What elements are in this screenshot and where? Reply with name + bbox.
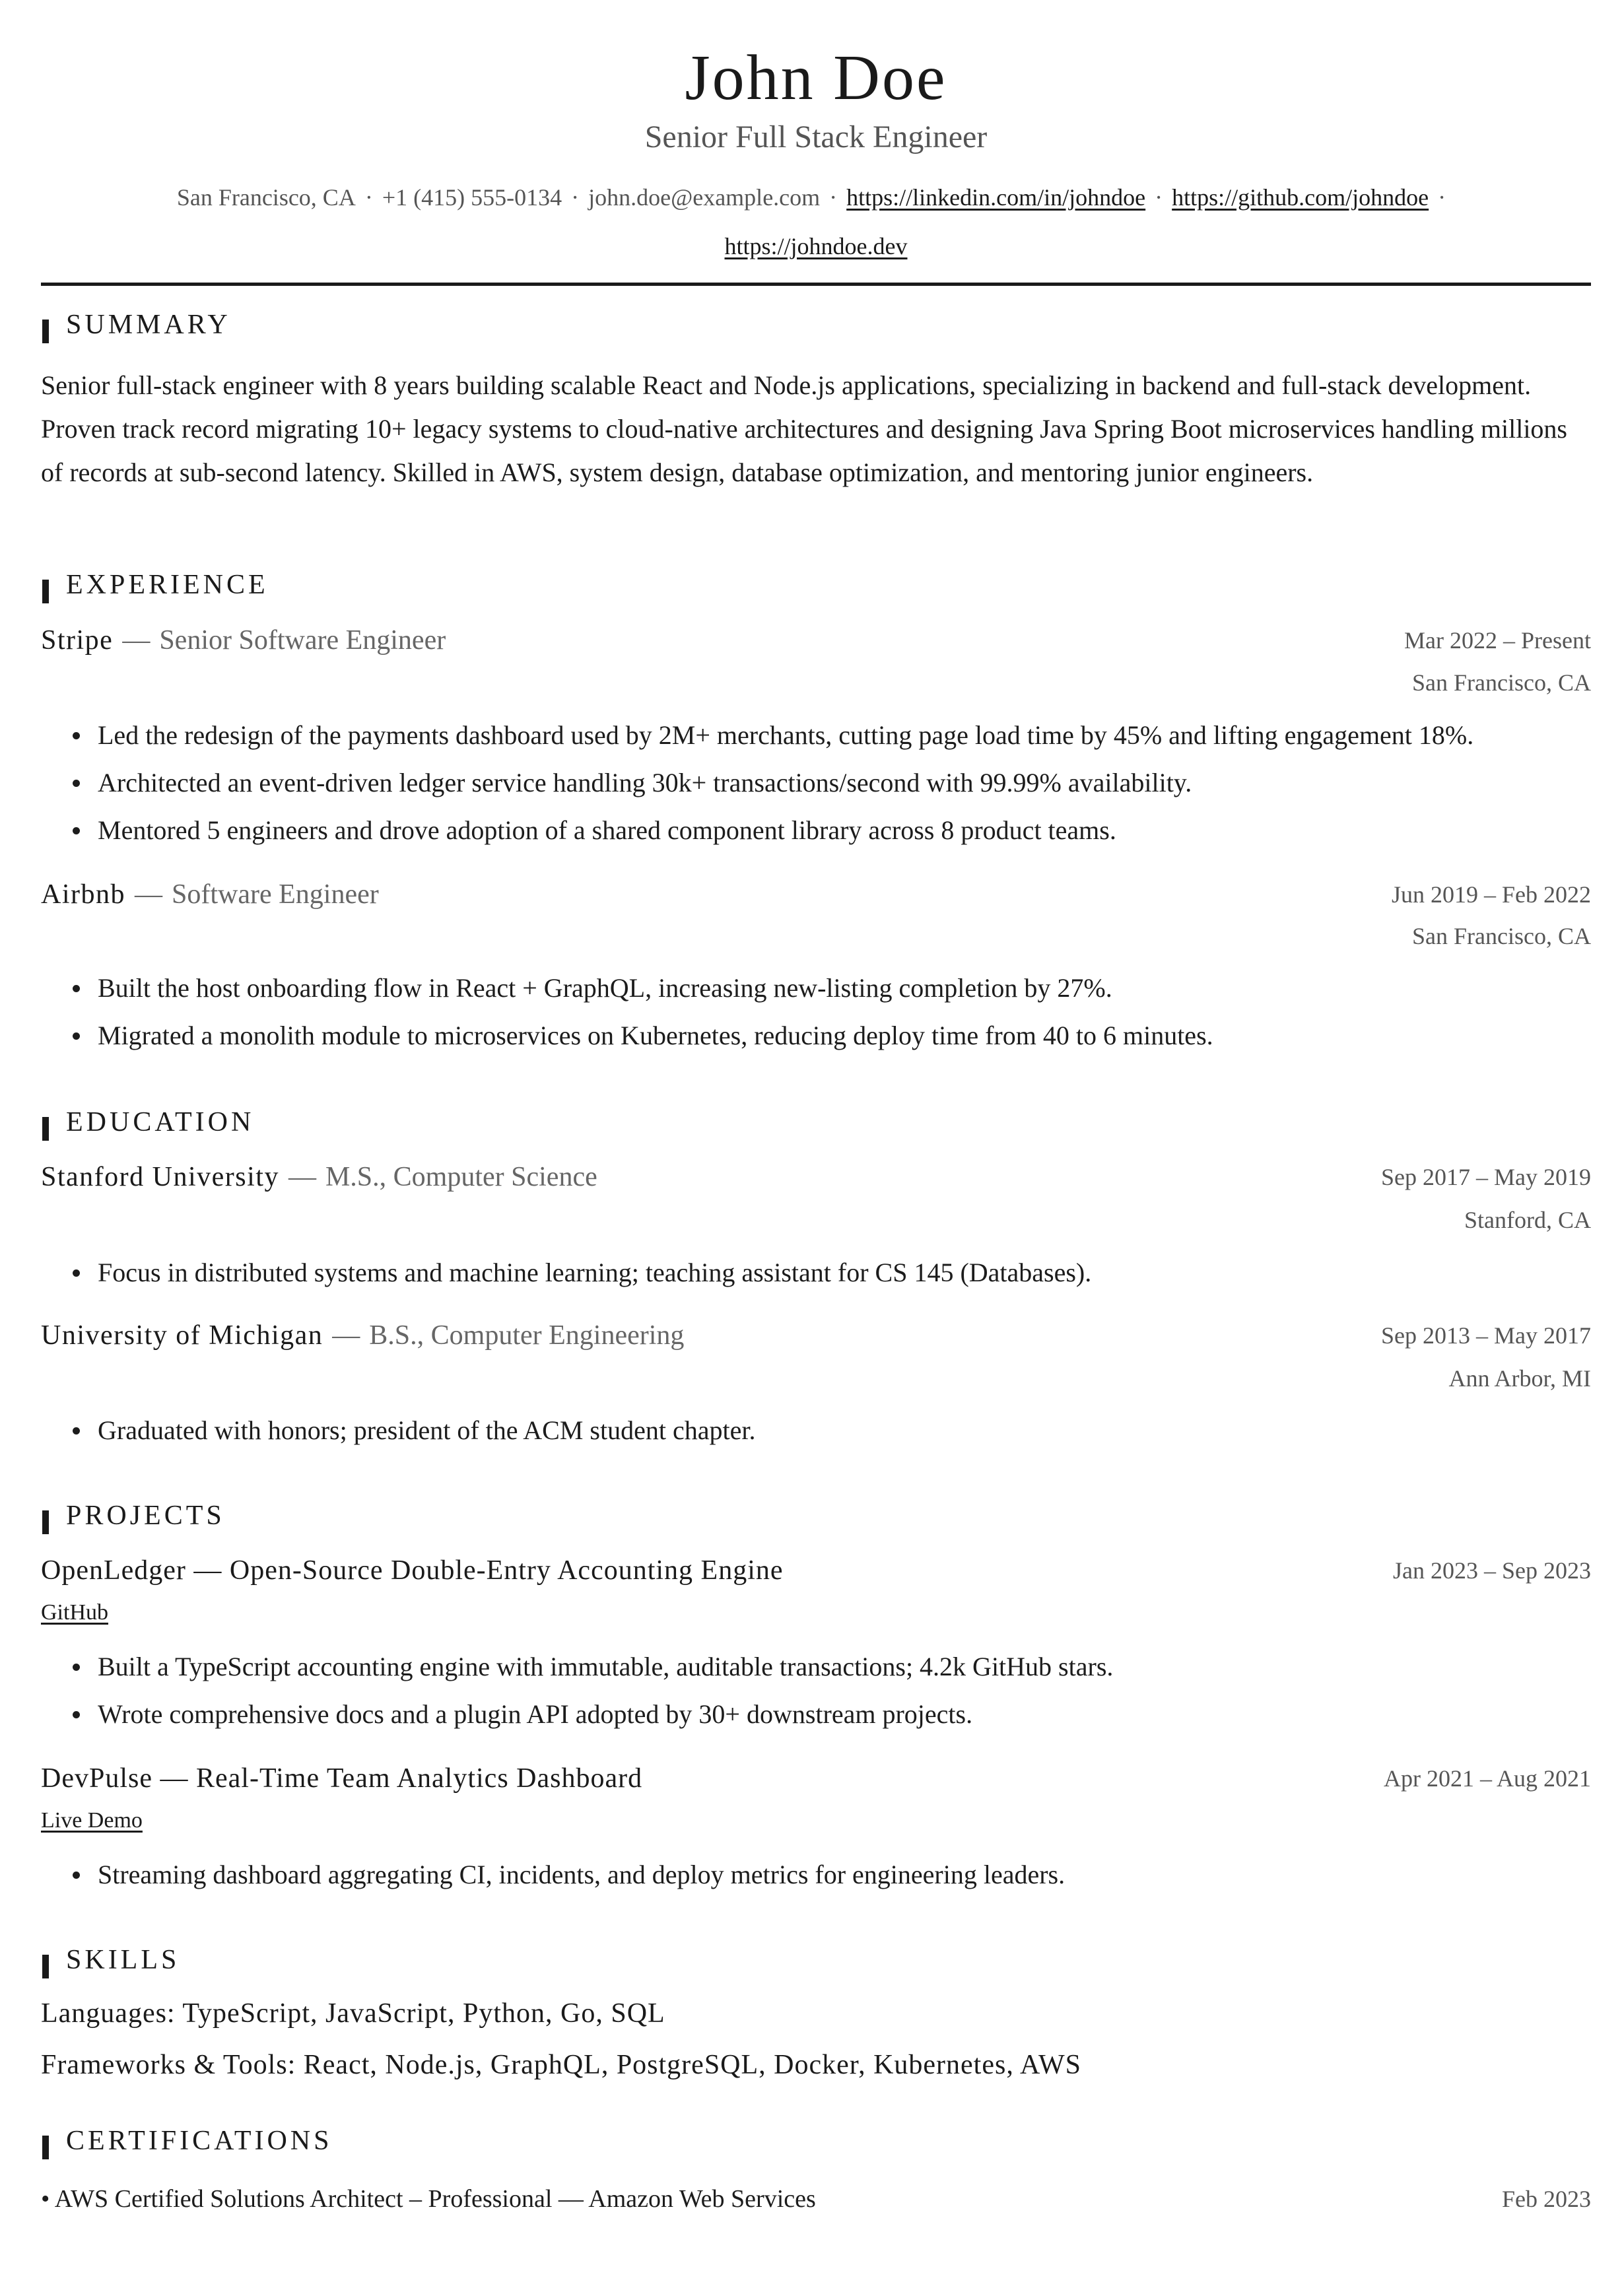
separator: · <box>829 184 838 211</box>
education-dates: Sep 2013 – May 2017 <box>1381 1322 1591 1349</box>
linkedin-link[interactable]: https://linkedin.com/in/johndoe <box>846 184 1146 211</box>
dash: — <box>135 879 162 910</box>
section-skills <box>41 1940 1591 1980</box>
skills-frameworks: Frameworks & Tools: React, Node.js, GraphQL, PostgreSQL, Docker, Kubernetes, AWS <box>41 2050 1081 2080</box>
section-education <box>41 1102 1591 1142</box>
contact-location: San Francisco, CA <box>176 184 356 211</box>
project-title: DevPulse — Real-Time Team Analytics Dashboard <box>41 1763 643 1794</box>
section-marker <box>42 1117 49 1141</box>
section-heading: SUMMARY <box>66 310 231 340</box>
school-name: Stanford University <box>41 1162 279 1192</box>
education-bullets <box>41 1407 1591 1454</box>
header-divider <box>41 283 1591 286</box>
education-entry-header <box>41 1317 1591 1354</box>
education-bullets <box>41 1249 1591 1297</box>
company-name: Stripe <box>41 625 114 656</box>
separator: · <box>364 184 373 211</box>
list-item: Focus in distributed systems and machine learning; teaching assistant for CS 145 (Databases). <box>41 1249 1591 1297</box>
list-item: Architected an event-driven ledger service handling 30k+ transactions/second with 99.99% availability. <box>41 759 1591 807</box>
job-dates: Jun 2019 – Feb 2022 <box>1391 881 1591 908</box>
job-bullets <box>41 964 1591 1060</box>
project-entry-header <box>41 1551 1591 1590</box>
list-item: Built the host onboarding flow in React + GraphQL, increasing new-listing completion by 27%. <box>41 964 1591 1012</box>
project-bullets <box>41 1851 1591 1899</box>
candidate-name: John Doe <box>685 42 947 114</box>
section-experience <box>41 565 1591 605</box>
project-entry-header <box>41 1759 1591 1798</box>
github-link[interactable]: https://github.com/johndoe <box>1172 184 1429 211</box>
section-summary <box>41 305 1591 345</box>
dash: — <box>288 1162 316 1192</box>
section-heading: CERTIFICATIONS <box>66 2126 333 2156</box>
section-heading: EDUCATION <box>66 1107 255 1137</box>
list-item: Built a TypeScript accounting engine with immutable, auditable transactions; 4.2k GitHub stars. <box>41 1643 1591 1691</box>
candidate-title: Senior Full Stack Engineer <box>644 119 988 154</box>
section-certifications <box>41 2121 1591 2161</box>
education-entry-header <box>41 1159 1591 1196</box>
project-title: OpenLedger — Open-Source Double-Entry Accounting Engine <box>41 1555 784 1586</box>
degree: B.S., Computer Engineering <box>369 1320 685 1351</box>
project-link[interactable]: GitHub <box>41 1600 108 1625</box>
section-marker <box>42 580 49 603</box>
contact-email: john.doe@example.com <box>588 184 821 211</box>
education-dates: Sep 2017 – May 2019 <box>1381 1164 1591 1190</box>
project-link[interactable]: Live Demo <box>41 1808 143 1833</box>
section-marker <box>42 2136 49 2159</box>
separator: · <box>571 184 580 211</box>
certification-item <box>41 2180 1591 2217</box>
education-location: Stanford, CA <box>1464 1207 1591 1233</box>
list-item: Graduated with honors; president of the ACM student chapter. <box>41 1407 1591 1454</box>
school-name: University of Michigan <box>41 1320 323 1351</box>
experience-entry-header <box>41 876 1591 913</box>
job-location: San Francisco, CA <box>1412 669 1591 696</box>
job-bullets <box>41 712 1591 854</box>
certification-date: Feb 2023 <box>1502 2186 1591 2212</box>
separator: · <box>1438 184 1446 211</box>
skills-languages: Languages: TypeScript, JavaScript, Python, Go, SQL <box>41 1998 665 2029</box>
contact-phone: +1 (415) 555-0134 <box>382 184 562 211</box>
project-dates: Apr 2021 – Aug 2021 <box>1384 1765 1591 1792</box>
section-heading: SKILLS <box>66 1945 180 1975</box>
section-marker <box>42 320 49 343</box>
experience-entry-header <box>41 622 1591 659</box>
certification-name: • AWS Certified Solutions Architect – Professional — Amazon Web Services <box>41 2185 816 2213</box>
list-item: Wrote comprehensive docs and a plugin API adopted by 30+ downstream projects. <box>41 1691 1591 1738</box>
project-dates: Jan 2023 – Sep 2023 <box>1393 1557 1591 1584</box>
dash: — <box>122 625 151 656</box>
list-item: Migrated a monolith module to microservices on Kubernetes, reducing deploy time from 40 to 6 minutes. <box>41 1012 1591 1060</box>
separator: · <box>1155 184 1163 211</box>
section-projects <box>41 1496 1591 1536</box>
summary-text: Senior full-stack engineer with 8 years building scalable React and Node.js applications, specializing in backend and full-stack development. Proven track record migrating 10+ legacy systems to cloud-native architectures and designing Java Spring Boot microservices handling millions of records at sub-second latency. Skilled in AWS, system design, database optimization, and mentoring junior engineers. <box>41 370 1567 487</box>
job-title: Senior Software Engineer <box>159 625 446 656</box>
list-item: Led the redesign of the payments dashboard used by 2M+ merchants, cutting page load time by 45% and lifting engagement 18%. <box>41 712 1591 759</box>
website-link[interactable]: https://johndoe.dev <box>724 233 908 259</box>
section-marker <box>42 1510 49 1534</box>
section-heading: EXPERIENCE <box>66 570 269 600</box>
project-bullets <box>41 1643 1591 1738</box>
dash: — <box>332 1320 360 1351</box>
contact-line <box>41 173 1591 271</box>
education-location: Ann Arbor, MI <box>1448 1365 1591 1392</box>
company-name: Airbnb <box>41 879 125 910</box>
list-item: Streaming dashboard aggregating CI, incidents, and deploy metrics for engineering leaders. <box>41 1851 1591 1899</box>
job-location: San Francisco, CA <box>1412 923 1591 949</box>
degree: M.S., Computer Science <box>325 1162 597 1192</box>
section-heading: PROJECTS <box>66 1501 225 1531</box>
list-item: Mentored 5 engineers and drove adoption of a shared component library across 8 product teams. <box>41 807 1591 854</box>
job-dates: Mar 2022 – Present <box>1404 627 1591 654</box>
section-marker <box>42 1955 49 1978</box>
job-title: Software Engineer <box>172 879 379 910</box>
